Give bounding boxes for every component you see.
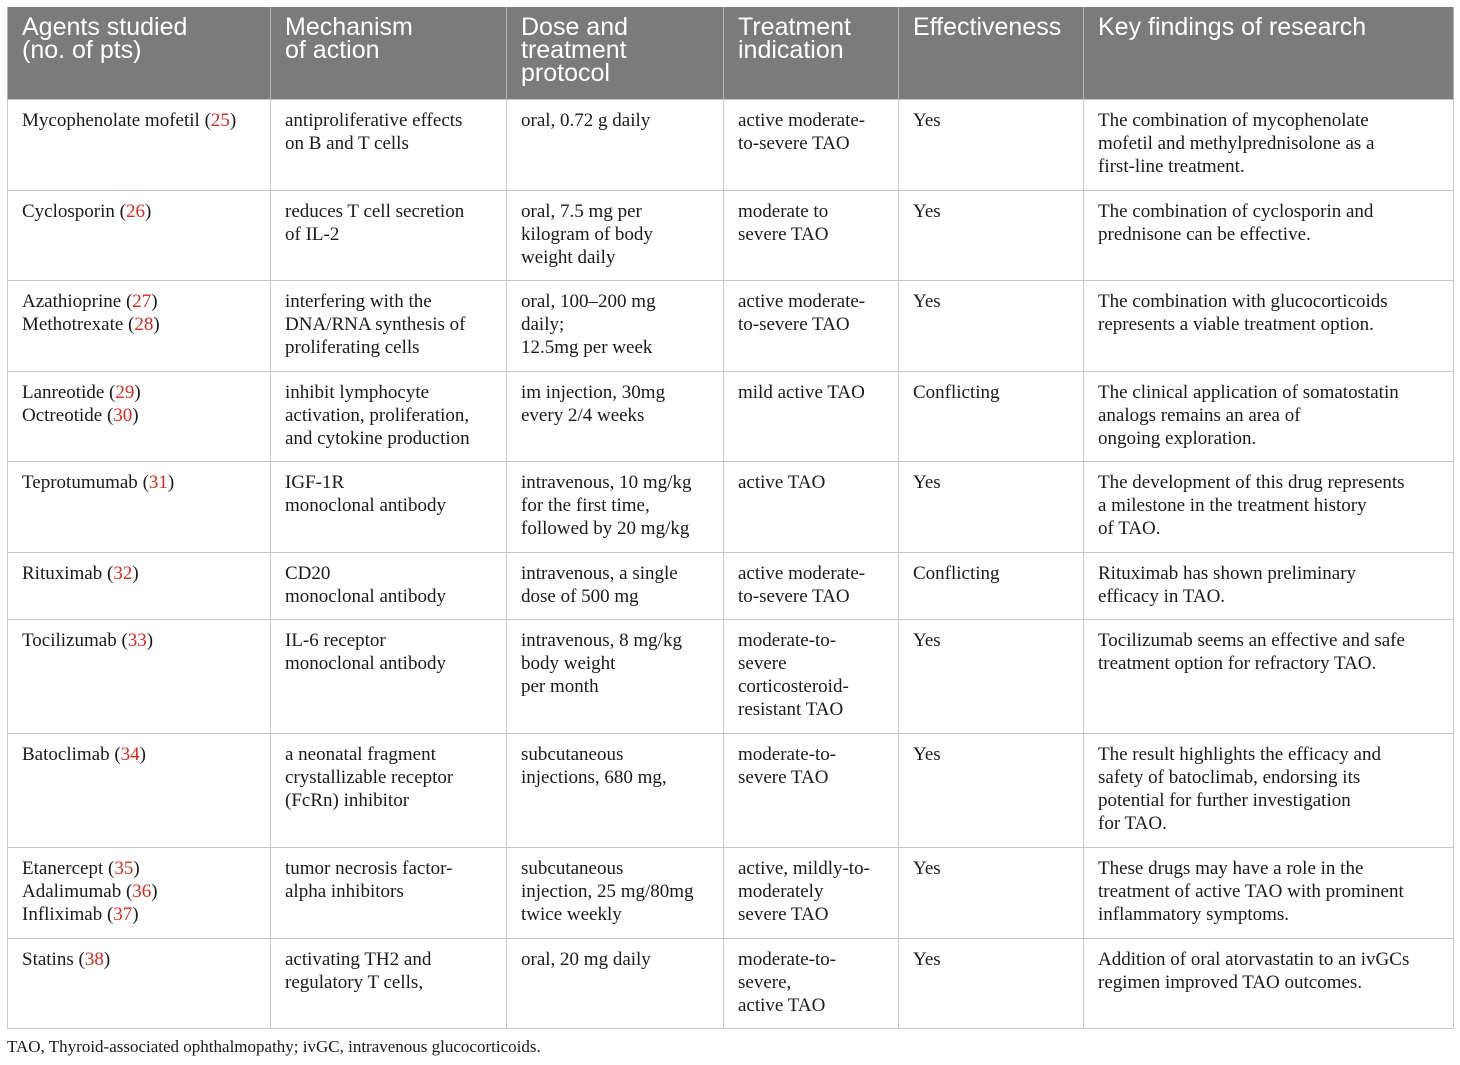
cell-dose-line: per month [521,676,599,698]
cell-findings-line: The development of this drug represents [1098,471,1405,493]
cell-mechanism-line: (FcRn) inhibitor [285,790,410,812]
cell-findings [1084,733,1454,847]
agent-entry: Tocilizumab (33) [22,629,154,651]
cell-indication [724,99,899,190]
table-row [8,190,1454,280]
reference-link[interactable]: 30 [113,404,133,426]
cell-mechanism-line: crystallizable receptor [285,766,454,788]
agent-name: Teprotumumab [22,471,138,493]
cell-findings-line: a milestone in the treatment history [1098,494,1367,516]
cell-findings-line: potential for further investigation [1098,790,1351,812]
cell-dose [507,938,724,1028]
cell-mechanism-line: tumor necrosis factor- [285,857,453,879]
cell-findings-line: regimen improved TAO outcomes. [1098,971,1363,993]
cell-indication-line: active moderate- [738,562,866,584]
cell-mechanism-line: monoclonal antibody [285,652,446,674]
agent-entry: Octreotide (30) [22,404,139,426]
cell-findings-line: analogs remains an area of [1098,404,1301,426]
agent-name: Etanercept [22,857,104,879]
cell-dose-line: intravenous, 8 mg/kg [521,629,682,651]
cell-indication-line: active TAO [738,995,826,1017]
agent-name: Methotrexate [22,313,124,335]
cell-indication-line: severe TAO [738,223,829,245]
cell-findings-line: safety of batoclimab, endorsing its [1098,766,1361,788]
cell-agents [8,280,271,371]
cell-agents [8,938,271,1028]
table-footnote: TAO, Thyroid-associated ophthalmopathy; ivGC, intravenous glucocorticoids. [7,1037,541,1056]
cell-dose-line: weight daily [521,247,616,269]
table-row [8,938,1454,1028]
cell-indication [724,733,899,847]
cell-findings-line: efficacy in TAO. [1098,585,1226,607]
agent-entry: Batoclimab (34) [22,743,146,765]
table-row [8,847,1454,938]
cell-indication [724,938,899,1028]
cell-indication-line: to-severe TAO [738,313,850,335]
cell-dose-line: for the first time, [521,494,650,516]
cell-mechanism [271,552,507,619]
agent-name: Cyclosporin [22,200,115,222]
cell-effectiveness: Yes [899,733,1084,847]
cell-mechanism-line: interfering with the [285,290,432,312]
agent-name: Lanreotide [22,381,105,403]
cell-agents [8,461,271,552]
cell-dose [507,99,724,190]
cell-effectiveness: Yes [899,938,1084,1028]
cell-indication-line: resistant TAO [738,699,844,721]
agent-name: Batoclimab [22,743,110,765]
cell-dose-line: im injection, 30mg [521,381,666,403]
agent-name: Adalimumab [22,880,122,902]
reference-link[interactable]: 38 [84,948,104,970]
agent-entry: Teprotumumab (31) [22,471,175,493]
agent-name: Rituximab [22,562,103,584]
cell-indication-line: moderately [738,880,824,902]
cell-dose [507,190,724,280]
cell-dose-line: oral, 7.5 mg per [521,200,642,222]
cell-mechanism-line: antiproliferative effects [285,109,463,131]
cell-findings [1084,938,1454,1028]
cell-mechanism-line: regulatory T cells, [285,971,424,993]
cell-agents [8,371,271,461]
table-row [8,552,1454,619]
agent-entry: Statins (38) [22,948,111,970]
cell-indication-line: moderate-to- [738,629,837,651]
cell-effectiveness: Yes [899,99,1084,190]
cell-mechanism [271,938,507,1028]
header-mechanism: Mechanism of action [271,7,507,99]
treatment-table [7,7,1454,1029]
cell-dose-line: twice weekly [521,904,622,926]
cell-findings-line: treatment option for refractory TAO. [1098,652,1377,674]
cell-indication-line: corticosteroid- [738,676,849,698]
cell-dose-line: body weight [521,652,616,674]
cell-dose-line: intravenous, 10 mg/kg [521,471,692,493]
cell-mechanism [271,461,507,552]
cell-indication [724,619,899,733]
table-body [8,99,1454,1028]
cell-indication-line: severe [738,652,787,674]
cell-dose-line: injection, 25 mg/80mg [521,880,694,902]
cell-findings [1084,552,1454,619]
reference-link[interactable]: 35 [114,857,134,879]
cell-effectiveness: Yes [899,619,1084,733]
cell-dose-line: oral, 20 mg daily [521,948,651,970]
cell-dose-line: injections, 680 mg, [521,766,667,788]
cell-agents [8,190,271,280]
cell-findings-line: Tocilizumab seems an effective and safe [1098,629,1405,651]
cell-findings-line: Addition of oral atorvastatin to an ivGCs [1098,948,1410,970]
agent-entry: Mycophenolate mofetil (25) [22,109,237,131]
reference-link[interactable]: 32 [113,562,133,584]
cell-findings-line: inflammatory symptoms. [1098,904,1290,926]
cell-findings-line: The combination of cyclosporin and [1098,200,1374,222]
cell-findings [1084,619,1454,733]
cell-agents [8,99,271,190]
cell-dose-line: oral, 100–200 mg [521,290,656,312]
cell-findings [1084,371,1454,461]
cell-mechanism-line: reduces T cell secretion [285,200,465,222]
cell-indication-line: active TAO [738,471,826,493]
cell-findings-line: treatment of active TAO with prominent [1098,880,1404,902]
cell-findings-line: of TAO. [1098,518,1161,540]
cell-findings [1084,190,1454,280]
agent-entry: Azathioprine (27) [22,290,158,312]
cell-agents [8,733,271,847]
header-indication: Treatment indication [724,7,899,99]
cell-mechanism-line: a neonatal fragment [285,743,436,765]
cell-dose-line: kilogram of body [521,223,653,245]
cell-findings-line: first-line treatment. [1098,156,1245,178]
cell-mechanism-line: of IL-2 [285,223,340,245]
reference-link[interactable]: 37 [113,904,133,926]
cell-effectiveness: Conflicting [899,552,1084,619]
cell-dose [507,552,724,619]
reference-link[interactable]: 36 [132,880,152,902]
agent-entry: Lanreotide (29) [22,381,141,403]
cell-findings-line: represents a viable treatment option. [1098,313,1374,335]
header-dose: Dose and treatment protocol [507,7,724,99]
cell-agents [8,847,271,938]
reference-link[interactable]: 31 [148,471,168,493]
agent-name: Azathioprine [22,290,122,312]
cell-findings-line: mofetil and methylprednisolone as a [1098,132,1375,154]
cell-mechanism-line: IGF-1R [285,471,345,493]
cell-dose-line: subcutaneous [521,857,624,879]
agent-entry: Adalimumab (36) [22,880,158,902]
cell-mechanism-line: CD20 [285,562,331,584]
table-row [8,371,1454,461]
cell-mechanism-line: inhibit lymphocyte [285,381,430,403]
cell-dose [507,461,724,552]
cell-mechanism [271,190,507,280]
cell-indication-line: moderate-to- [738,743,837,765]
cell-dose-line: oral, 0.72 g daily [521,109,651,131]
cell-mechanism [271,733,507,847]
reference-link[interactable]: 34 [120,743,140,765]
cell-dose-line: subcutaneous [521,743,624,765]
cell-indication-line: active moderate- [738,109,866,131]
agent-name: Octreotide [22,404,103,426]
cell-effectiveness: Yes [899,280,1084,371]
cell-mechanism-line: proliferating cells [285,337,420,359]
agent-entry: Infliximab (37) [22,904,139,926]
cell-dose [507,619,724,733]
cell-indication-line: active, mildly-to- [738,857,870,879]
cell-findings-line: The combination of mycophenolate [1098,109,1369,131]
cell-effectiveness: Yes [899,847,1084,938]
cell-findings-line: ongoing exploration. [1098,428,1257,450]
reference-link[interactable]: 27 [132,290,152,312]
agent-entry: Rituximab (32) [22,562,139,584]
cell-mechanism-line: DNA/RNA synthesis of [285,313,466,335]
cell-effectiveness: Conflicting [899,371,1084,461]
table-row [8,280,1454,371]
header-findings: Key findings of research [1084,7,1454,99]
cell-indication [724,371,899,461]
agent-entry: Cyclosporin (26) [22,200,152,222]
agent-name: Mycophenolate mofetil [22,109,200,131]
cell-findings-line: These drugs may have a role in the [1098,857,1364,879]
cell-indication-line: severe, [738,971,792,993]
cell-indication-line: active moderate- [738,290,866,312]
header-agents: Agents studied (no. of pts) [8,7,271,99]
cell-indication-line: moderate-to- [738,948,837,970]
agent-name: Infliximab [22,904,103,926]
cell-indication-line: to-severe TAO [738,585,850,607]
cell-mechanism-line: IL-6 receptor [285,629,386,651]
agent-name: Statins [22,948,74,970]
cell-dose [507,733,724,847]
cell-findings [1084,99,1454,190]
cell-mechanism [271,619,507,733]
agent-entry: Etanercept (35) [22,857,140,879]
cell-indication [724,552,899,619]
cell-agents [8,619,271,733]
table-row [8,619,1454,733]
cell-findings-line: The clinical application of somatostatin [1098,381,1399,403]
cell-mechanism-line: and cytokine production [285,428,470,450]
header-effectiveness: Effectiveness [899,7,1084,99]
cell-mechanism-line: monoclonal antibody [285,585,446,607]
cell-indication [724,461,899,552]
cell-mechanism [271,371,507,461]
cell-mechanism [271,280,507,371]
cell-mechanism-line: monoclonal antibody [285,494,446,516]
agent-entry: Methotrexate (28) [22,313,160,335]
cell-dose-line: daily; [521,313,565,335]
cell-findings [1084,847,1454,938]
cell-indication-line: mild active TAO [738,381,865,403]
cell-mechanism-line: alpha inhibitors [285,880,404,902]
table-row [8,99,1454,190]
table-header [8,7,1454,99]
cell-mechanism [271,99,507,190]
cell-dose-line: every 2/4 weeks [521,404,645,426]
cell-indication-line: moderate to [738,200,829,222]
reference-link[interactable]: 25 [210,109,230,131]
cell-indication [724,280,899,371]
agent-name: Tocilizumab [22,629,117,651]
header-row [8,7,1454,99]
cell-indication [724,190,899,280]
reference-link[interactable]: 28 [134,313,154,335]
cell-dose [507,371,724,461]
reference-link[interactable]: 29 [115,381,135,403]
table-row [8,461,1454,552]
cell-findings [1084,461,1454,552]
cell-dose [507,280,724,371]
reference-link[interactable]: 33 [127,629,147,651]
cell-findings-line: for TAO. [1098,813,1167,835]
reference-link[interactable]: 26 [125,200,145,222]
cell-effectiveness: Yes [899,190,1084,280]
cell-findings-line: Rituximab has shown preliminary [1098,562,1357,584]
cell-findings-line: The combination with glucocorticoids [1098,290,1388,312]
cell-mechanism-line: activating TH2 and [285,948,432,970]
cell-dose-line: dose of 500 mg [521,585,639,607]
cell-indication [724,847,899,938]
cell-findings [1084,280,1454,371]
cell-indication-line: severe TAO [738,904,829,926]
cell-mechanism-line: on B and T cells [285,132,409,154]
cell-indication-line: severe TAO [738,766,829,788]
cell-effectiveness: Yes [899,461,1084,552]
cell-dose-line: 12.5mg per week [521,337,653,359]
cell-dose [507,847,724,938]
cell-findings-line: prednisone can be effective. [1098,223,1311,245]
cell-dose-line: intravenous, a single [521,562,678,584]
table-row [8,733,1454,847]
cell-mechanism [271,847,507,938]
cell-findings-line: The result highlights the efficacy and [1098,743,1381,765]
cell-agents [8,552,271,619]
cell-dose-line: followed by 20 mg/kg [521,518,690,540]
cell-indication-line: to-severe TAO [738,132,850,154]
cell-mechanism-line: activation, proliferation, [285,404,470,426]
